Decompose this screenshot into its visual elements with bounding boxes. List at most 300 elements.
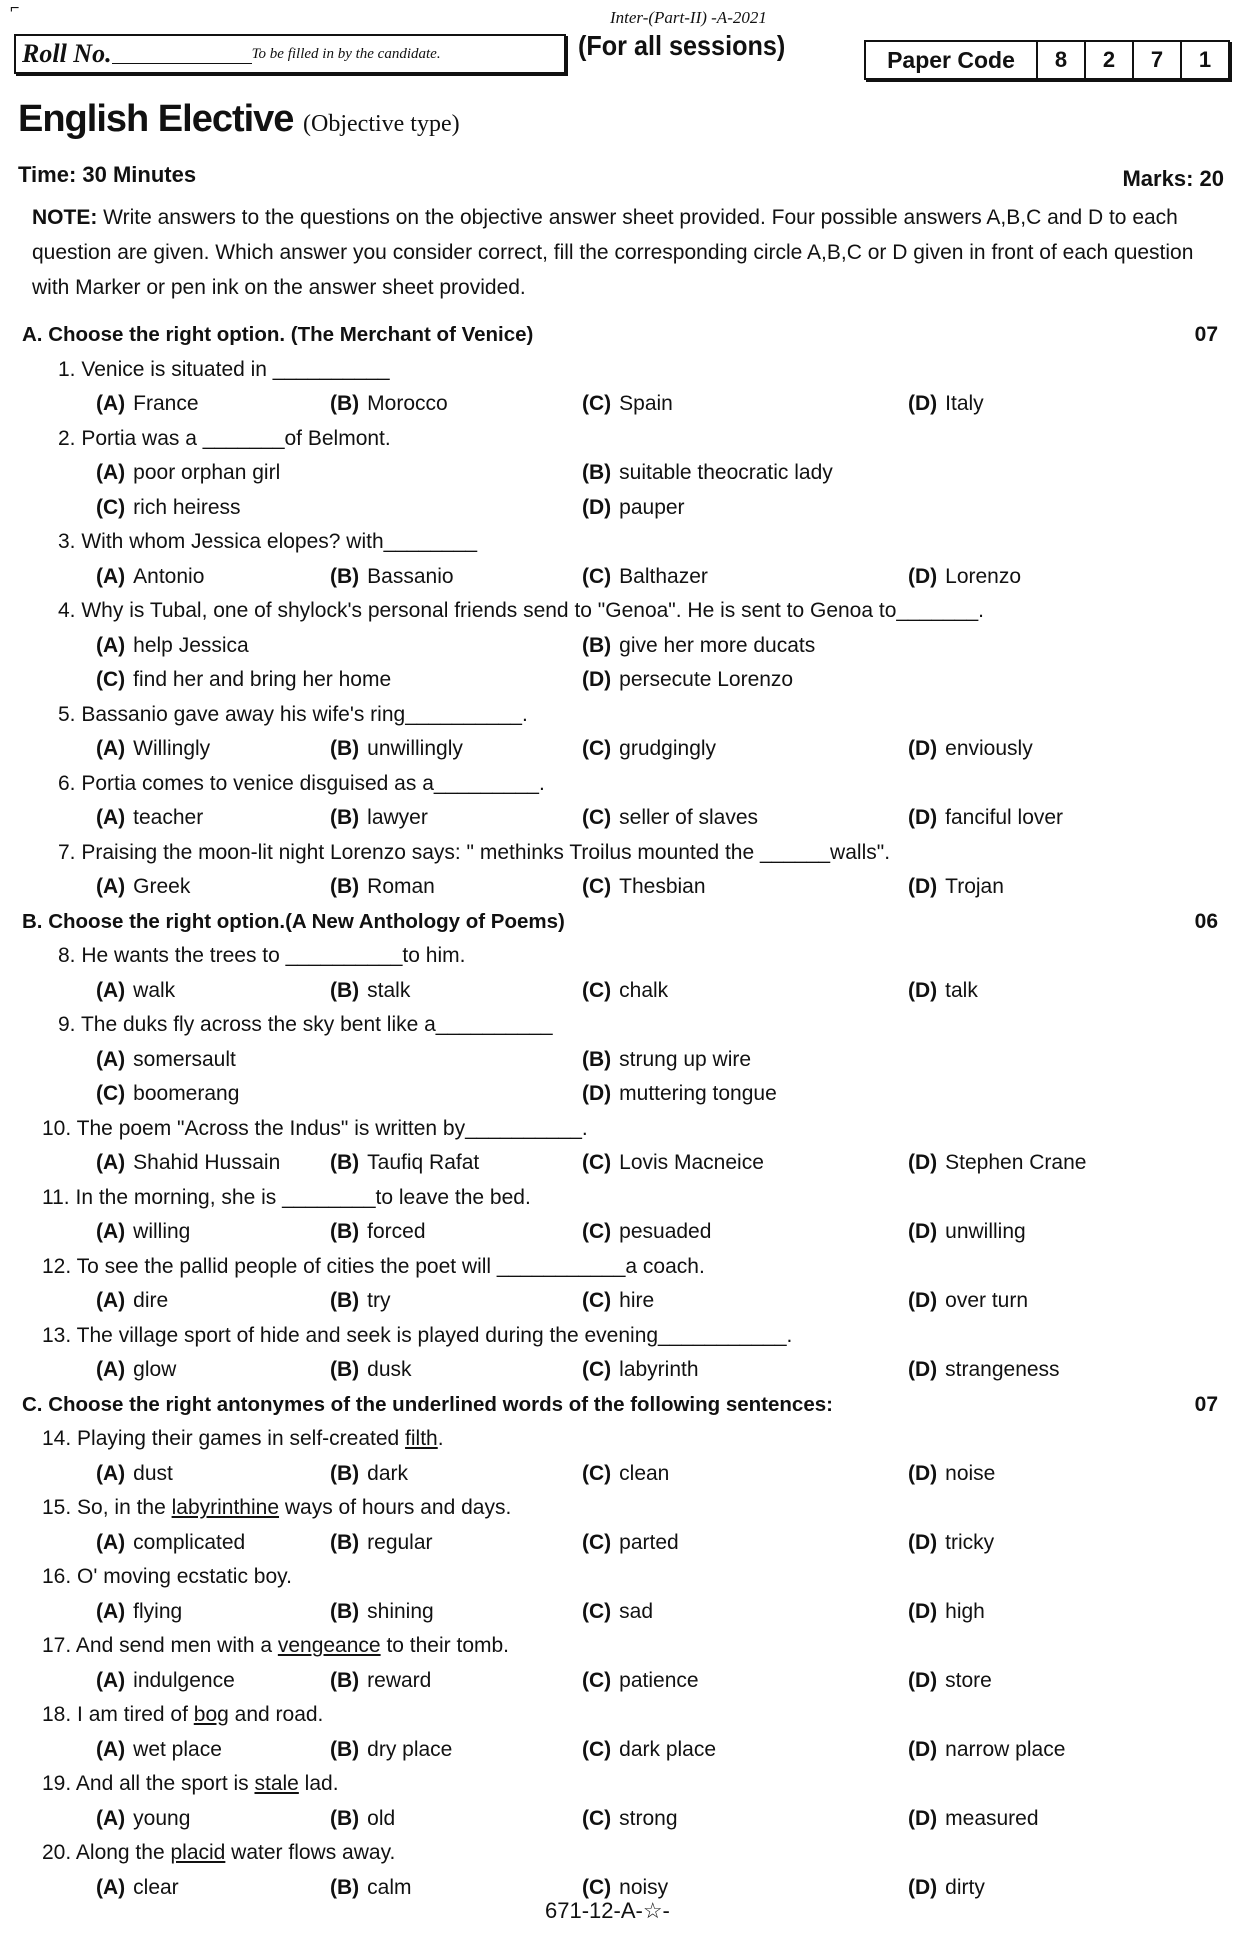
question-number: 9. — [58, 1013, 76, 1036]
option-key: (C) — [96, 668, 126, 691]
question-body-pre: So, in the — [77, 1496, 172, 1519]
options-row — [0, 1595, 1250, 1630]
option-d — [582, 663, 793, 698]
question-body-pre: And send men with a — [75, 1634, 278, 1657]
option-text: Willingly — [133, 737, 211, 760]
option-c — [582, 1526, 679, 1561]
option-key: (C) — [582, 1220, 612, 1243]
option-key: (C) — [582, 1806, 612, 1830]
option-text: help Jessica — [133, 633, 249, 657]
option-text: Morocco — [367, 392, 448, 415]
option-key: (B) — [330, 1461, 360, 1485]
option-key: (D) — [908, 1668, 938, 1692]
option-key: (B) — [330, 1289, 360, 1312]
option-b — [330, 1871, 412, 1906]
option-key: (B) — [330, 978, 360, 1002]
option-a — [96, 456, 280, 491]
option-text: chalk — [619, 978, 669, 1002]
section-letter: B. — [22, 909, 43, 933]
option-key: (B) — [582, 461, 612, 484]
option-text: France — [133, 392, 199, 415]
option-a — [96, 974, 175, 1009]
option-a — [96, 560, 204, 595]
question — [0, 525, 1250, 560]
option-text: sad — [619, 1599, 654, 1623]
option-key: (A) — [96, 978, 126, 1002]
option-d — [908, 1871, 985, 1906]
option-key: (B) — [582, 633, 612, 657]
option-text: over turn — [945, 1289, 1029, 1312]
question-body: With whom Jessica elopes? with________ — [81, 530, 478, 553]
option-c — [582, 1733, 716, 1768]
question-number: 16. — [42, 1565, 72, 1588]
option-key: (B) — [330, 1599, 360, 1623]
note — [32, 200, 1222, 305]
question-text — [58, 594, 984, 629]
question — [0, 939, 1250, 974]
options-row — [0, 1802, 1250, 1837]
question-text — [42, 1629, 509, 1664]
option-key: (B) — [582, 1047, 612, 1071]
option-text: dark — [367, 1461, 409, 1485]
section-header — [0, 318, 1250, 353]
option-key: (D) — [582, 668, 612, 691]
question-body-pre: Along the — [75, 1841, 171, 1864]
option-b — [582, 456, 833, 491]
option-text: Taufiq Rafat — [367, 1151, 480, 1174]
question-text — [58, 767, 545, 802]
option-key: (C) — [582, 1358, 612, 1381]
section-marks: 06 — [1194, 909, 1218, 933]
option-text: give her more ducats — [619, 633, 816, 657]
section-title — [22, 1388, 833, 1423]
option-a — [96, 1595, 182, 1630]
option-c — [582, 1353, 699, 1388]
option-key: (A) — [96, 1806, 126, 1830]
option-key: (B) — [330, 1875, 360, 1899]
corner-mark: ⌐ — [10, 0, 20, 17]
question-number: 19. — [42, 1772, 72, 1795]
option-key: (A) — [96, 1461, 126, 1485]
question-text — [42, 1422, 444, 1457]
paper-code-digit: 8 — [1036, 42, 1084, 78]
option-b — [582, 629, 815, 664]
section-header — [0, 1388, 1250, 1423]
option-c — [582, 1664, 699, 1699]
option-key: (D) — [908, 1358, 938, 1381]
option-d — [908, 1457, 995, 1492]
questions — [0, 318, 1250, 1905]
question-number: 1. — [58, 357, 76, 381]
options-row — [0, 629, 1250, 664]
option-text: noisy — [619, 1875, 669, 1899]
option-text: labyrinth — [619, 1358, 699, 1381]
option-c — [582, 974, 668, 1009]
option-b — [330, 732, 463, 767]
option-key: (C) — [582, 978, 612, 1002]
roll-hint: To be filled in by the candidate. — [251, 45, 441, 62]
question-number: 6. — [58, 771, 76, 795]
option-a — [96, 1802, 190, 1837]
exam-label: Inter-(Part-II) -A-2021 — [610, 8, 767, 27]
option-key: (D) — [908, 1875, 938, 1899]
question — [0, 1629, 1250, 1664]
question-text — [42, 1250, 705, 1285]
option-key: (A) — [96, 564, 126, 588]
question-body-pre: And all the sport is — [75, 1772, 255, 1795]
options-row — [0, 1353, 1250, 1388]
question-text — [42, 1836, 395, 1871]
options-row — [0, 1457, 1250, 1492]
underlined-word: stale — [254, 1772, 299, 1795]
option-key: (A) — [96, 1668, 126, 1692]
title-sub: (Objective type) — [303, 111, 460, 137]
section-text: Choose the right option.(A New Anthology of Poems) — [48, 909, 565, 933]
question-body-pre: Playing their games in self-created — [77, 1427, 406, 1450]
option-key: (D) — [908, 564, 938, 588]
option-b — [330, 801, 428, 836]
option-text: Greek — [133, 875, 191, 898]
option-text: glow — [133, 1358, 177, 1381]
option-key: (C) — [582, 875, 612, 898]
option-d — [908, 1353, 1060, 1388]
option-text: teacher — [133, 806, 204, 829]
options-row — [0, 456, 1250, 491]
options-row — [0, 974, 1250, 1009]
underlined-word: bog — [193, 1703, 229, 1726]
option-a — [96, 1526, 245, 1561]
question-body-post: ways of hours and days. — [279, 1496, 512, 1519]
option-b — [330, 1526, 433, 1561]
option-text: Bassanio — [367, 564, 454, 588]
option-key: (C) — [582, 1668, 612, 1692]
question-body: Portia was a _______of Belmont. — [81, 426, 391, 450]
question-text — [42, 1112, 588, 1147]
question-body: The poem "Across the Indus" is written by__________. — [76, 1116, 588, 1140]
option-c — [582, 1595, 653, 1630]
option-b — [330, 1733, 452, 1768]
option-text: unwillingly — [367, 737, 463, 760]
option-b — [330, 1802, 395, 1837]
option-text: seller of slaves — [619, 806, 759, 829]
option-b — [330, 1284, 390, 1319]
option-text: Italy — [945, 392, 984, 415]
paper-code-digit: 7 — [1132, 42, 1180, 78]
option-c — [582, 1457, 669, 1492]
options-row — [0, 663, 1250, 698]
option-text: dust — [133, 1461, 173, 1485]
option-key: (A) — [96, 1737, 126, 1761]
question-number: 20. — [42, 1841, 72, 1864]
option-d — [908, 387, 984, 422]
option-text: Trojan — [945, 875, 1004, 898]
question-body: He wants the trees to __________to him. — [81, 944, 466, 967]
option-text: poor orphan girl — [133, 461, 281, 484]
question — [0, 1767, 1250, 1802]
paper-code-label: Paper Code — [887, 46, 1015, 73]
option-a — [96, 801, 203, 836]
option-text: young — [133, 1806, 191, 1830]
option-b — [330, 387, 448, 422]
option-d — [908, 1215, 1026, 1250]
option-text: wet place — [133, 1737, 222, 1761]
option-text: pauper — [619, 495, 685, 519]
question — [0, 1836, 1250, 1871]
option-text: indulgence — [133, 1668, 235, 1692]
option-a — [96, 1284, 168, 1319]
option-text: lawyer — [367, 806, 428, 829]
option-a — [96, 387, 199, 422]
question-body-post: . — [437, 1427, 444, 1450]
option-key: (A) — [96, 1047, 126, 1071]
option-key: (A) — [96, 737, 126, 760]
option-text: tricky — [945, 1530, 995, 1554]
question — [0, 353, 1250, 388]
option-text: noise — [945, 1461, 996, 1485]
option-text: Balthazer — [619, 564, 708, 588]
section-letter: C. — [22, 1392, 43, 1416]
question-body-pre: I am tired of — [77, 1703, 194, 1726]
option-text: strangeness — [945, 1358, 1060, 1381]
option-a — [96, 1215, 190, 1250]
option-a — [96, 870, 190, 905]
option-key: (C) — [582, 564, 612, 588]
question-number: 18. — [42, 1703, 72, 1726]
option-key: (D) — [908, 1151, 938, 1174]
option-a — [96, 732, 210, 767]
options-row — [0, 1077, 1250, 1112]
note-label: NOTE: — [32, 206, 98, 229]
section-title — [22, 905, 565, 940]
section-text: Choose the right option. (The Merchant of Venice) — [48, 323, 534, 346]
question-number: 10. — [42, 1116, 72, 1140]
question — [0, 698, 1250, 733]
option-b — [330, 1457, 408, 1492]
roll-number-box — [14, 34, 566, 74]
option-text: muttering tongue — [619, 1082, 777, 1105]
question — [0, 1560, 1250, 1595]
option-b — [582, 1043, 751, 1078]
option-text: enviously — [945, 737, 1033, 760]
option-b — [330, 1664, 431, 1699]
option-key: (D) — [908, 1806, 938, 1830]
option-text: complicated — [133, 1530, 246, 1554]
option-a — [96, 629, 249, 664]
option-key: (B) — [330, 1151, 360, 1174]
options-row — [0, 387, 1250, 422]
option-key: (A) — [96, 392, 126, 415]
option-text: find her and bring her home — [133, 668, 392, 691]
option-key: (A) — [96, 875, 126, 898]
question-number: 12. — [42, 1254, 72, 1278]
option-text: suitable theocratic lady — [619, 461, 833, 484]
option-text: reward — [367, 1668, 432, 1692]
options-row — [0, 870, 1250, 905]
option-key: (C) — [582, 737, 612, 760]
option-key: (C) — [582, 1530, 612, 1554]
option-text: old — [367, 1806, 396, 1830]
option-key: (A) — [96, 1358, 126, 1381]
option-text: dusk — [367, 1358, 412, 1381]
option-text: forced — [367, 1220, 426, 1243]
question-text — [58, 939, 465, 974]
option-text: Shahid Hussain — [133, 1151, 281, 1174]
option-c — [582, 1146, 764, 1181]
option-b — [330, 1146, 479, 1181]
footer-code: 671-12-A-☆- — [545, 1898, 670, 1923]
option-key: (C) — [582, 1461, 612, 1485]
underlined-word: labyrinthine — [171, 1496, 280, 1519]
option-key: (C) — [96, 1082, 126, 1105]
option-key: (B) — [330, 1220, 360, 1243]
option-key: (D) — [582, 1082, 612, 1105]
question — [0, 1491, 1250, 1526]
option-d — [582, 491, 685, 526]
option-key: (B) — [330, 806, 360, 829]
question-text — [58, 422, 391, 457]
option-text: strung up wire — [619, 1047, 752, 1071]
option-text: stalk — [367, 978, 411, 1002]
option-text: Lovis Macneice — [619, 1151, 764, 1174]
option-key: (A) — [96, 1599, 126, 1623]
option-d — [908, 801, 1063, 836]
question-body: Bassanio gave away his wife's ring__________. — [81, 702, 528, 726]
question-number: 11. — [42, 1185, 70, 1209]
option-key: (D) — [908, 392, 938, 415]
option-text: store — [945, 1668, 992, 1692]
question-body-post: and road. — [228, 1703, 324, 1726]
option-d — [908, 1664, 992, 1699]
option-d — [908, 870, 1004, 905]
option-key: (A) — [96, 1289, 126, 1312]
option-a — [96, 1733, 222, 1768]
option-key: (A) — [96, 461, 126, 484]
question-text — [58, 698, 528, 733]
option-text: rich heiress — [133, 495, 241, 519]
option-c — [582, 1284, 654, 1319]
option-d — [582, 1077, 777, 1112]
note-text: Write answers to the questions on the objective answer sheet provided. Four possible answers A,B,C and D to each question are given. Which answer you consider correct, fill the corresponding circle A,B,C or D given in front of each question with Marker or pen ink on the answer sheet provided. — [32, 206, 1194, 299]
question-body: Praising the moon-lit night Lorenzo says: " methinks Troilus mounted the ______walls". — [81, 840, 891, 864]
options-row — [0, 1043, 1250, 1078]
option-text: dry place — [367, 1737, 453, 1761]
question-number: 15. — [42, 1496, 72, 1519]
options-row — [0, 1146, 1250, 1181]
question-body: Portia comes to venice disguised as a_________. — [81, 771, 545, 795]
option-a — [96, 1871, 179, 1906]
option-key: (A) — [96, 1151, 126, 1174]
option-key: (B) — [330, 564, 360, 588]
option-key: (A) — [96, 1530, 126, 1554]
option-b — [330, 870, 435, 905]
options-row — [0, 732, 1250, 767]
underlined-word: filth — [405, 1427, 438, 1450]
option-d — [908, 1802, 1039, 1837]
underlined-word: placid — [170, 1841, 226, 1864]
question-text — [58, 1008, 553, 1043]
paper-code-box — [864, 40, 1230, 80]
question-text — [42, 1491, 511, 1526]
option-text: high — [945, 1599, 985, 1623]
option-c — [96, 663, 391, 698]
question — [0, 422, 1250, 457]
sessions-label: (For all sessions) — [578, 30, 786, 61]
option-key: (A) — [96, 633, 126, 657]
marks-label: Marks: 20 — [1122, 166, 1224, 191]
paper-code-digit: 1 — [1180, 42, 1228, 78]
options-row — [0, 1284, 1250, 1319]
option-a — [96, 1043, 236, 1078]
option-d — [908, 1733, 1065, 1768]
option-text: narrow place — [945, 1737, 1066, 1761]
question — [0, 1112, 1250, 1147]
option-key: (D) — [908, 875, 938, 898]
section-letter: A. — [22, 323, 43, 346]
question-number: 3. — [58, 530, 76, 553]
option-text: try — [367, 1289, 391, 1312]
option-text: regular — [367, 1530, 433, 1554]
option-text: Lorenzo — [945, 564, 1022, 588]
option-b — [330, 974, 410, 1009]
option-text: flying — [133, 1599, 183, 1623]
question-body: In the morning, she is ________to leave the bed. — [75, 1185, 531, 1209]
question-body: Why is Tubal, one of shylock's personal friends send to "Genoa". He is sent to Genoa to_______. — [81, 599, 984, 622]
question — [0, 767, 1250, 802]
option-text: boomerang — [133, 1082, 240, 1105]
option-text: dark place — [619, 1737, 717, 1761]
option-text: clean — [619, 1461, 670, 1485]
option-a — [96, 1664, 235, 1699]
option-key: (D) — [908, 737, 938, 760]
option-key: (B) — [330, 392, 360, 415]
option-text: Thesbian — [619, 875, 706, 898]
roll-label: Roll No. — [22, 39, 112, 68]
page-title — [18, 98, 460, 141]
question — [0, 1008, 1250, 1043]
option-text: unwilling — [945, 1220, 1026, 1243]
question-text — [42, 1560, 292, 1595]
options-row — [0, 560, 1250, 595]
question-body-post: lad. — [298, 1772, 339, 1795]
option-c — [582, 387, 673, 422]
option-text: strong — [619, 1806, 678, 1830]
option-key: (A) — [96, 1875, 126, 1899]
question-text — [58, 525, 477, 560]
option-a — [96, 1146, 280, 1181]
question-number: 14. — [42, 1427, 72, 1450]
option-text: measured — [945, 1806, 1039, 1830]
question-number: 5. — [58, 702, 76, 726]
question-number: 2. — [58, 426, 76, 450]
option-b — [330, 560, 454, 595]
option-key: (D) — [908, 806, 938, 829]
section-marks: 07 — [1194, 323, 1218, 346]
question-body-post: water flows away. — [225, 1841, 396, 1864]
option-text: Antonio — [133, 564, 205, 588]
title-main: English Elective — [18, 98, 294, 140]
option-text: Spain — [619, 392, 673, 415]
question — [0, 836, 1250, 871]
question-text — [58, 353, 390, 388]
option-b — [330, 1215, 426, 1250]
option-key: (A) — [96, 1220, 126, 1243]
option-key: (D) — [908, 1599, 938, 1623]
option-key: (D) — [908, 1737, 938, 1761]
option-d — [908, 1595, 985, 1630]
options-row — [0, 1526, 1250, 1561]
question-number: 13. — [42, 1323, 72, 1347]
paper-code-digit: 2 — [1084, 42, 1132, 78]
